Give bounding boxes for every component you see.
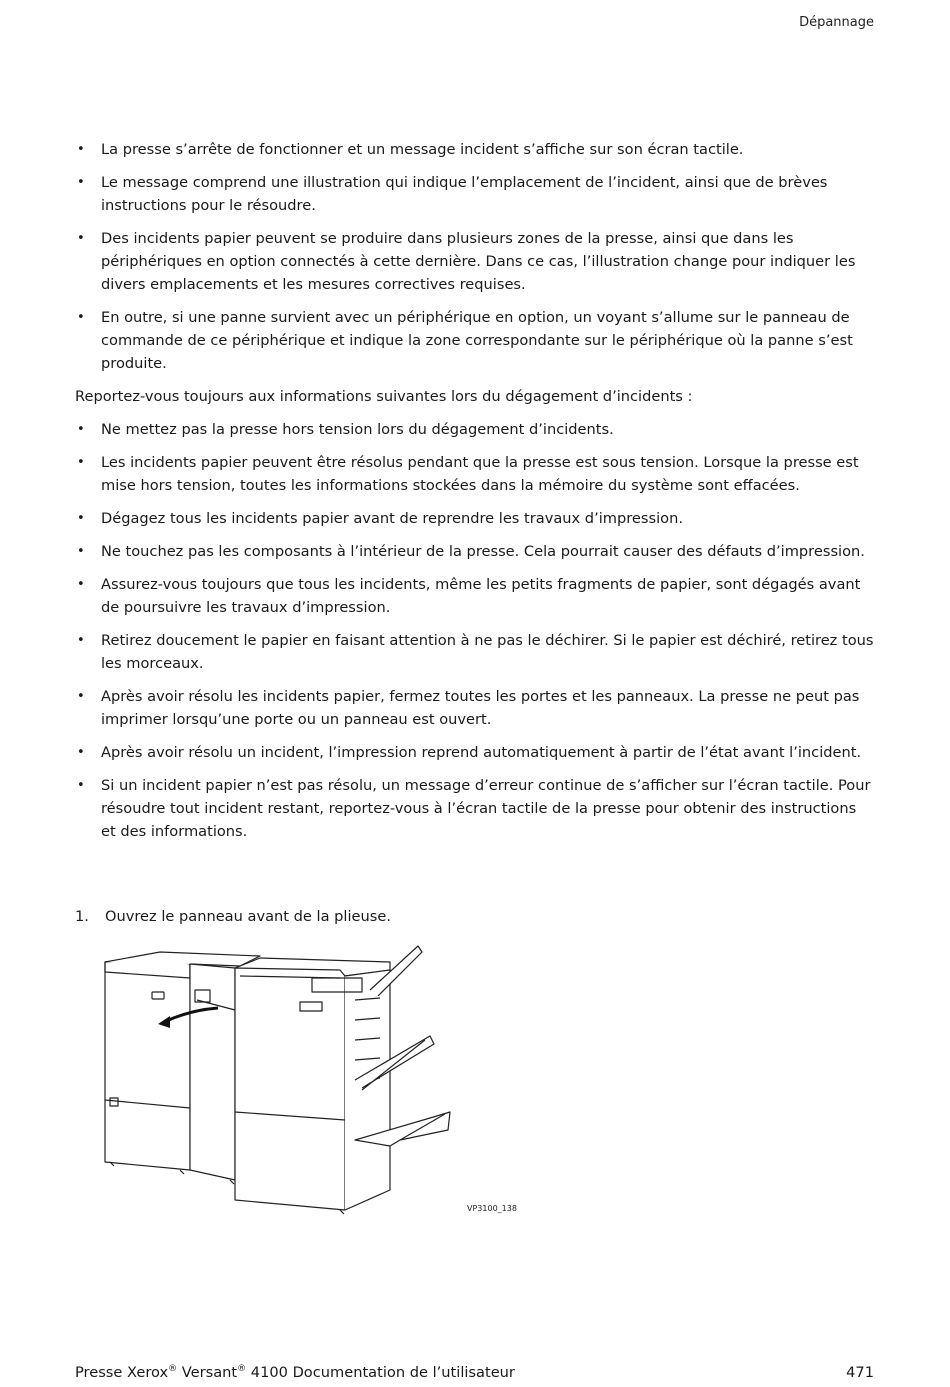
running-header: Dépannage: [799, 15, 874, 30]
figure-code: VP3100_138: [467, 1204, 517, 1213]
list-item: • Dégagez tous les incidents papier avant de reprendre les travaux d’impression.: [75, 507, 875, 530]
folder-front-panel-illustration: [100, 940, 520, 1220]
intro-bullet-list: [75, 138, 875, 375]
guidelines-intro: Reportez-vous toujours aux informations suivantes lors du dégagement d’incidents :: [75, 388, 693, 405]
list-item: • Retirez doucement le papier en faisant attention à ne pas le déchirer. Si le papier est déchiré, retirez tous les morceaux.: [75, 629, 875, 675]
step-text: Ouvrez le panneau avant de la plieuse.: [105, 908, 391, 925]
list-item: • Le message comprend une illustration qui indique l’emplacement de l’incident, ainsi que de brèves instructions pour le résoudre.: [75, 171, 875, 217]
footer-document-title: Presse Xerox® Versant® 4100 Documentation de l’utilisateur: [75, 1364, 515, 1381]
page-number: 471: [846, 1364, 874, 1381]
list-item: • Ne mettez pas la presse hors tension lors du dégagement d’incidents.: [75, 418, 875, 441]
list-item: • Des incidents papier peuvent se produire dans plusieurs zones de la presse, ainsi que dans les périphériques en option connectés à cette dernière. Dans ce cas, l’illustration change pour indiquer les divers emplacements et les mesures correctives requises.: [75, 227, 875, 296]
list-item: • Ne touchez pas les composants à l’intérieur de la presse. Cela pourrait causer des défauts d’impression.: [75, 540, 875, 563]
guidelines-list: [75, 418, 875, 843]
list-item: • En outre, si une panne survient avec un périphérique en option, un voyant s’allume sur le panneau de commande de ce périphérique et indique la zone correspondante sur le périphérique où la panne s’est produite.: [75, 306, 875, 375]
list-item: • Assurez-vous toujours que tous les incidents, même les petits fragments de papier, sont dégagés avant de poursuivre les travaux d’impression.: [75, 573, 875, 619]
main-content: [75, 138, 875, 853]
list-item: • Après avoir résolu les incidents papier, fermez toutes les portes et les panneaux. La presse ne peut pas imprimer lorsqu’une porte ou un panneau est ouvert.: [75, 685, 875, 731]
procedure-step: [75, 905, 391, 928]
list-item: • La presse s’arrête de fonctionner et un message incident s’affiche sur son écran tactile.: [75, 138, 875, 161]
step-number: 1.: [75, 908, 89, 925]
list-item: • Si un incident papier n’est pas résolu, un message d’erreur continue de s’afficher sur l’écran tactile. Pour résoudre tout incident restant, reportez-vous à l’écran tactile de la presse pour obtenir des instructions et des informations.: [75, 774, 875, 843]
list-item: • Après avoir résolu un incident, l’impression reprend automatiquement à partir de l’état avant l’incident.: [75, 741, 875, 764]
list-item: • Les incidents papier peuvent être résolus pendant que la presse est sous tension. Lorsque la presse est mise hors tension, toutes les informations stockées dans la mémoire du système sont effacées.: [75, 451, 875, 497]
